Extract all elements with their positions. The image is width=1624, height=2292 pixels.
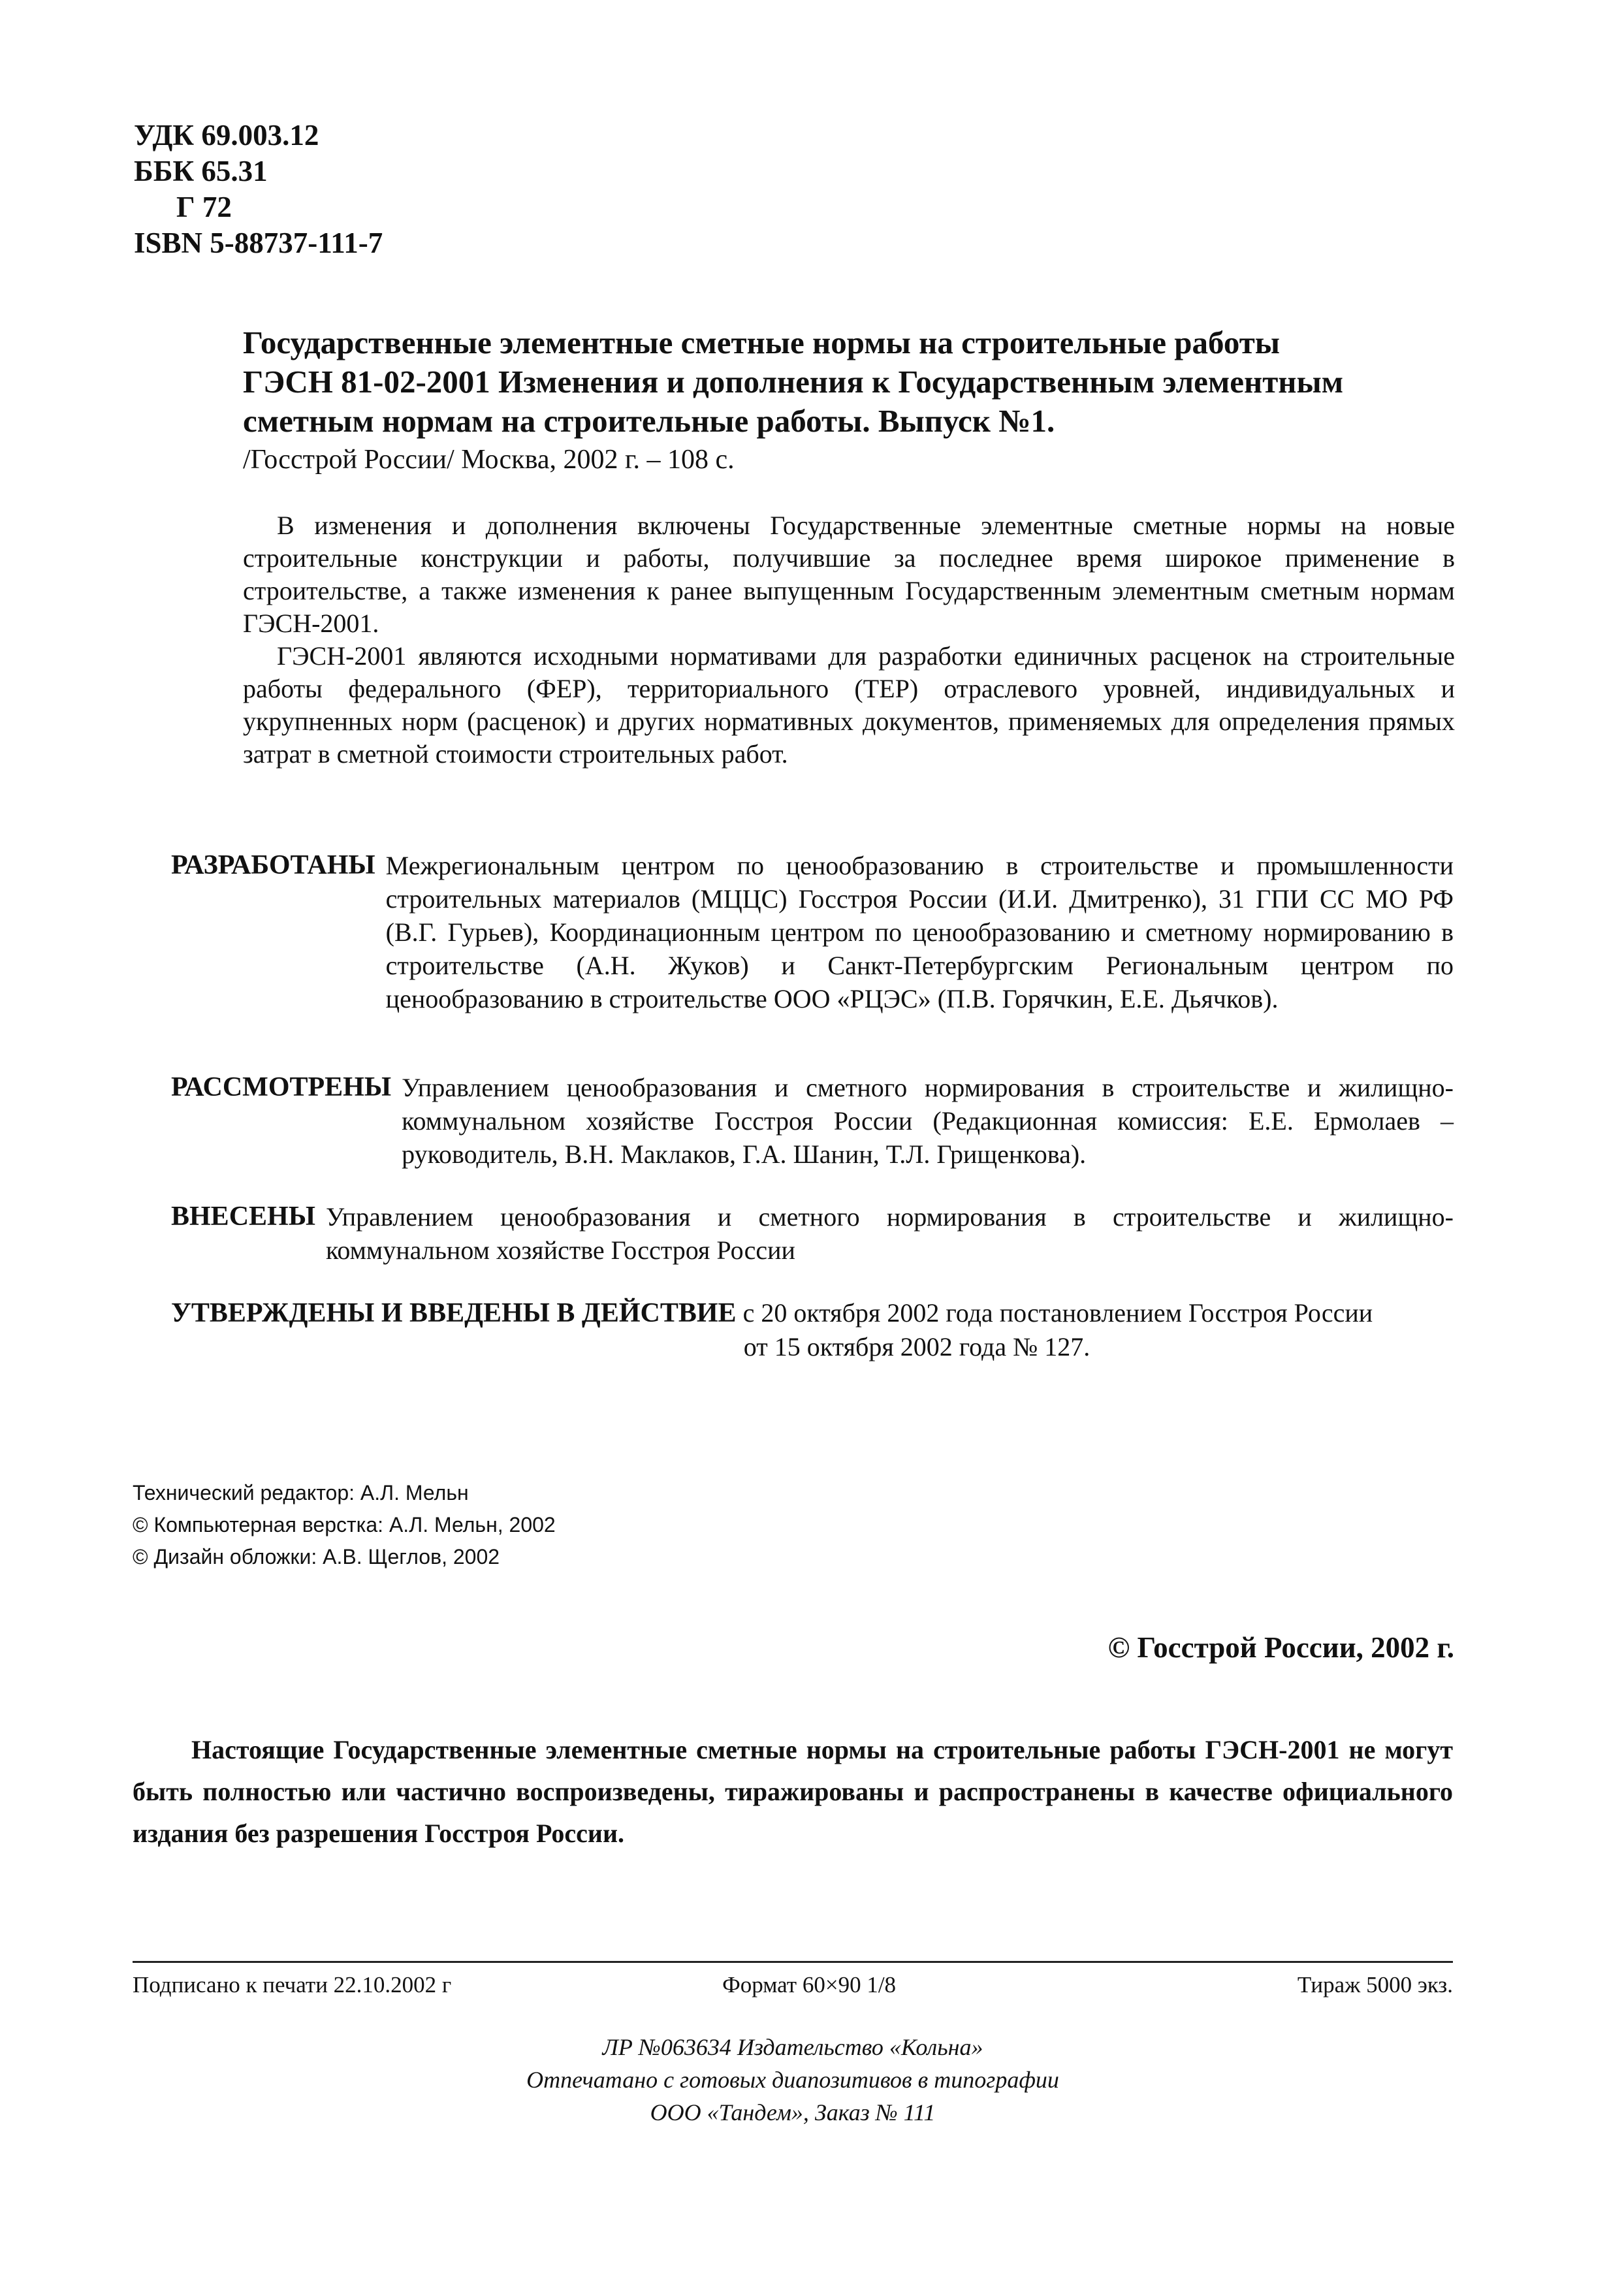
- annotation: [243, 509, 1455, 771]
- copyright-notice: © Госстрой России, 2002 г.: [1107, 1631, 1454, 1664]
- bbk-code: ББК 65.31: [134, 155, 268, 187]
- reproduction-notice: Настоящие Государственные элементные сметные нормы на строительные работы ГЭСН-2001 не могут быть полностью или частично воспроизведены, тиражированы и распространены в качестве официального издания без разрешения Госстроя России.: [133, 1735, 1453, 1848]
- circulation: Тираж 5000 экз.: [1297, 1972, 1453, 1998]
- developed-label: РАЗРАБОТАНЫ: [171, 850, 375, 880]
- printer-line-1: ЛР №063634 Издательство «Кольна»: [602, 2034, 983, 2060]
- printer-info: [133, 2031, 1453, 2129]
- submitted-label: ВНЕСЕНЫ: [171, 1202, 315, 1232]
- tech-editor: Технический редактор: А.Л. Мельн: [133, 1481, 469, 1504]
- approved-text-1: с 20 октября 2002 года постановлением Госстроя России: [736, 1298, 1373, 1328]
- annotation-paragraph-2: ГЭСН-2001 являются исходными нормативами для разработки единичных расценок на строительные работы федерального (ФЕР), территориального (ТЕР) отраслевого уровней, индивидуальных и укрупненных норм (расценок) и других нормативных документов, применяемых для определения прямых затрат в сметной стоимости строительных работ.: [243, 641, 1455, 769]
- layout-credit: © Компьютерная верстка: А.Л. Мельн, 2002: [133, 1513, 556, 1536]
- submitted-text: Управлением ценообразования и сметного нормирования в строительстве и жилищно-коммунальном хозяйстве Госстроя России: [325, 1202, 1454, 1265]
- reviewed-label: РАССМОТРЕНЫ: [171, 1072, 392, 1102]
- signed-date: Подписано к печати 22.10.2002 г: [133, 1972, 452, 1998]
- udk-code: УДК 69.003.12: [134, 119, 319, 151]
- reviewed-text: Управлением ценообразования и сметного нормирования в строительстве и жилищно-коммунальном хозяйстве Госстроя России (Редакционная комиссия: Е.Е. Ермолаев – руководитель, В.Н. Маклаков, Г.А. Шанин, Т.Л. Грищенкова).: [402, 1073, 1454, 1169]
- isbn: ISBN 5-88737-111-7: [134, 227, 383, 259]
- developed-block: [171, 849, 1454, 1015]
- printer-line-2: Отпечатано с готовых диапозитивов в типографии: [526, 2067, 1059, 2093]
- approved-label: УТВЕРЖДЕНЫ И ВВЕДЕНЫ В ДЕЙСТВИЕ: [171, 1298, 737, 1328]
- title-line-2: ГЭСН 81-02-2001 Изменения и дополнения к Государственным элементным: [243, 364, 1344, 400]
- approved-block: [171, 1296, 1454, 1363]
- reviewed-block: [171, 1071, 1454, 1171]
- approved-text-2: от 15 октября 2002 года № 127.: [743, 1332, 1091, 1361]
- publication-info: /Госстрой России/ Москва, 2002 г. – 108 с.: [243, 445, 735, 475]
- submitted-block: [171, 1200, 1454, 1267]
- classification-block: [134, 118, 383, 261]
- paper-format: Формат 60×90 1/8: [722, 1972, 897, 1998]
- imprint-row: [133, 1972, 1453, 1998]
- developed-text: Межрегиональным центром по ценообразованию в строительстве и промышленности строительных материалов (МЦЦС) Госстроя России (И.И. Дмитренко), 31 ГПИ СС МО РФ (В.Г. Гурьев), Координационным центром по ценообразованию и сметному нормированию в строительстве (А.Н. Жуков) и Санкт-Петербургским Региональным центром по ценообразованию в строительстве ООО «РЦЭС» (П.В. Горячкин, Е.Е. Дьячков).: [385, 851, 1454, 1013]
- editors-block: [133, 1477, 556, 1573]
- printer-line-3: ООО «Тандем», Заказ № 111: [650, 2099, 936, 2125]
- cover-credit: © Дизайн обложки: А.В. Щеглов, 2002: [133, 1545, 500, 1568]
- title-line-1: Государственные элементные сметные нормы на строительные работы: [243, 325, 1281, 360]
- title-block: [243, 323, 1484, 479]
- title-line-3: сметным нормам на строительные работы. Выпуск №1.: [243, 403, 1055, 439]
- annotation-paragraph-1: В изменения и дополнения включены Государственные элементные сметные нормы на новые строительные конструкции и работы, получившие за последнее время широкое применение в строительстве, а также изменения к ранее выпущенным Государственным элементным сметным нормам ГЭСН-2001.: [243, 511, 1455, 638]
- author-mark: Г 72: [176, 191, 232, 223]
- divider: [133, 1961, 1453, 1963]
